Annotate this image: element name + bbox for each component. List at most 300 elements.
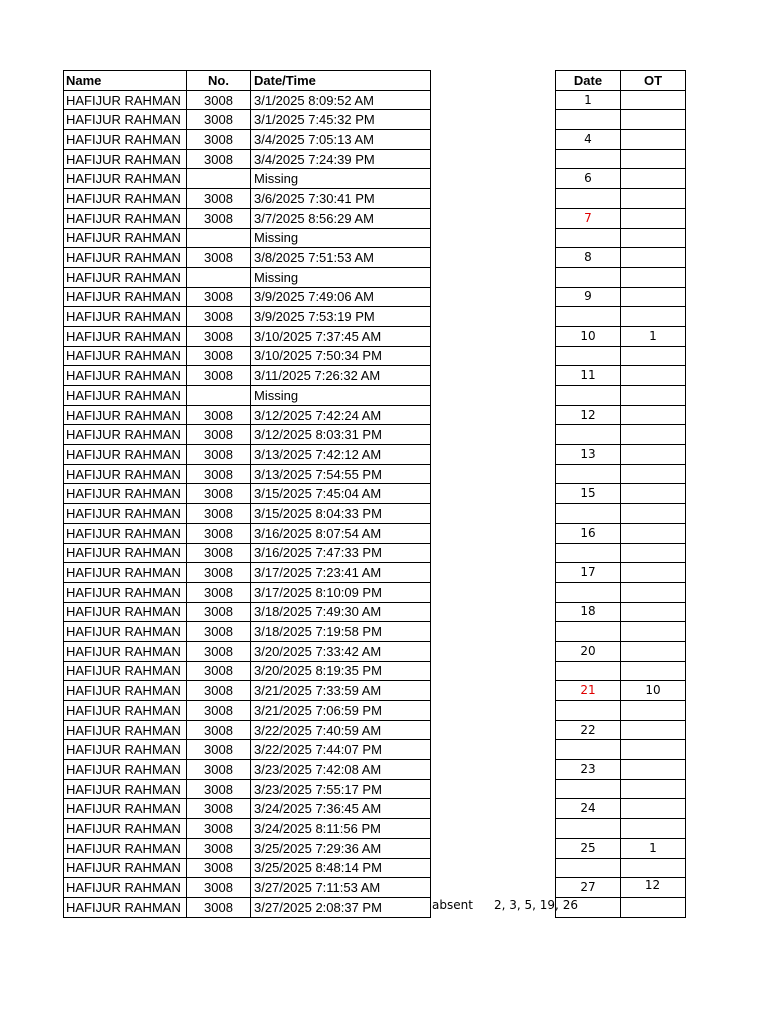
date-cell: 20 (556, 641, 621, 661)
table-row (64, 543, 431, 563)
datetime-cell: 3/21/2025 7:33:59 AM (251, 681, 431, 701)
name-cell: HAFIJUR RAHMAN (64, 248, 187, 268)
date-column-header: Date (556, 71, 621, 91)
name-cell: HAFIJUR RAHMAN (64, 760, 187, 780)
datetime-cell: 3/16/2025 7:47:33 PM (251, 543, 431, 563)
table-row (556, 543, 686, 563)
ot-cell (621, 307, 686, 327)
no-cell: 3008 (187, 543, 251, 563)
name-cell: HAFIJUR RAHMAN (64, 307, 187, 327)
table-row (556, 484, 686, 504)
table-row (556, 90, 686, 110)
table-row (64, 307, 431, 327)
name-cell: HAFIJUR RAHMAN (64, 464, 187, 484)
ot-cell (621, 287, 686, 307)
ot-cell (621, 445, 686, 465)
datetime-cell: 3/15/2025 8:04:33 PM (251, 504, 431, 524)
datetime-cell: 3/9/2025 7:49:06 AM (251, 287, 431, 307)
table-row (556, 307, 686, 327)
no-cell: 3008 (187, 504, 251, 524)
datetime-cell: 3/7/2025 8:56:29 AM (251, 208, 431, 228)
no-cell: 3008 (187, 110, 251, 130)
no-cell (187, 267, 251, 287)
ot-cell (621, 661, 686, 681)
table-row (556, 208, 686, 228)
ot-cell: 10 (621, 681, 686, 701)
name-cell: HAFIJUR RAHMAN (64, 149, 187, 169)
date-cell (556, 543, 621, 563)
date-cell: 12 (556, 405, 621, 425)
no-cell: 3008 (187, 799, 251, 819)
attendance-header-row (64, 71, 431, 91)
ot-cell (621, 563, 686, 583)
table-row (64, 149, 431, 169)
name-cell: HAFIJUR RAHMAN (64, 523, 187, 543)
date-cell (556, 149, 621, 169)
datetime-cell: 3/11/2025 7:26:32 AM (251, 366, 431, 386)
ot-cell: 1 (621, 838, 686, 858)
datetime-cell: 3/24/2025 8:11:56 PM (251, 819, 431, 839)
no-cell: 3008 (187, 779, 251, 799)
ot-cell (621, 622, 686, 642)
table-row (64, 858, 431, 878)
name-cell: HAFIJUR RAHMAN (64, 661, 187, 681)
no-cell: 3008 (187, 523, 251, 543)
datetime-cell: 3/4/2025 7:05:13 AM (251, 130, 431, 150)
date-cell: 8 (556, 248, 621, 268)
name-cell: HAFIJUR RAHMAN (64, 386, 187, 406)
no-cell: 3008 (187, 208, 251, 228)
table-row (64, 760, 431, 780)
date-cell: 10 (556, 326, 621, 346)
ot-total: 12 (644, 878, 661, 892)
table-row (64, 130, 431, 150)
table-row (64, 799, 431, 819)
date-cell (556, 346, 621, 366)
table-row (64, 267, 431, 287)
table-row (556, 681, 686, 701)
datetime-cell: 3/13/2025 7:54:55 PM (251, 464, 431, 484)
no-cell: 3008 (187, 366, 251, 386)
table-row (556, 504, 686, 524)
datetime-cell: 3/25/2025 8:48:14 PM (251, 858, 431, 878)
ot-cell (621, 110, 686, 130)
ot-cell (621, 425, 686, 445)
date-cell (556, 464, 621, 484)
table-row (556, 110, 686, 130)
ot-cell (621, 346, 686, 366)
date-cell: 13 (556, 445, 621, 465)
no-cell: 3008 (187, 287, 251, 307)
datetime-cell: 3/20/2025 8:19:35 PM (251, 661, 431, 681)
table-row (64, 189, 431, 209)
table-row (556, 858, 686, 878)
no-cell: 3008 (187, 326, 251, 346)
table-row (556, 366, 686, 386)
table-row (556, 248, 686, 268)
datetime-cell: 3/1/2025 7:45:32 PM (251, 110, 431, 130)
ot-cell (621, 602, 686, 622)
no-cell (187, 228, 251, 248)
ot-cell (621, 897, 686, 917)
no-cell: 3008 (187, 346, 251, 366)
date-cell: 9 (556, 287, 621, 307)
table-row (64, 661, 431, 681)
table-row (556, 130, 686, 150)
table-row (556, 149, 686, 169)
datetime-cell: 3/25/2025 7:29:36 AM (251, 838, 431, 858)
name-cell: HAFIJUR RAHMAN (64, 641, 187, 661)
datetime-cell: 3/17/2025 8:10:09 PM (251, 582, 431, 602)
ot-cell (621, 228, 686, 248)
date-cell (556, 425, 621, 445)
table-row (556, 582, 686, 602)
name-cell: HAFIJUR RAHMAN (64, 228, 187, 248)
no-cell: 3008 (187, 897, 251, 917)
date-cell (556, 504, 621, 524)
table-row (556, 838, 686, 858)
name-cell: HAFIJUR RAHMAN (64, 602, 187, 622)
no-cell: 3008 (187, 858, 251, 878)
table-row (64, 208, 431, 228)
no-cell: 3008 (187, 701, 251, 721)
no-cell: 3008 (187, 189, 251, 209)
table-row (64, 681, 431, 701)
name-cell: HAFIJUR RAHMAN (64, 366, 187, 386)
table-row (556, 228, 686, 248)
ot-cell (621, 169, 686, 189)
no-cell (187, 169, 251, 189)
name-column-header: Name (64, 71, 187, 91)
no-cell: 3008 (187, 563, 251, 583)
ot-cell (621, 760, 686, 780)
ot-cell (621, 720, 686, 740)
name-cell: HAFIJUR RAHMAN (64, 208, 187, 228)
name-cell: HAFIJUR RAHMAN (64, 425, 187, 445)
table-row (556, 386, 686, 406)
date-cell: 11 (556, 366, 621, 386)
name-cell: HAFIJUR RAHMAN (64, 622, 187, 642)
no-cell (187, 386, 251, 406)
name-cell: HAFIJUR RAHMAN (64, 838, 187, 858)
name-cell: HAFIJUR RAHMAN (64, 326, 187, 346)
absent-label: absent (432, 898, 473, 912)
table-row (64, 563, 431, 583)
date-cell: 25 (556, 838, 621, 858)
table-row (64, 720, 431, 740)
ot-cell (621, 464, 686, 484)
table-row (64, 582, 431, 602)
ot-cell (621, 799, 686, 819)
name-cell: HAFIJUR RAHMAN (64, 858, 187, 878)
no-cell: 3008 (187, 838, 251, 858)
name-cell: HAFIJUR RAHMAN (64, 799, 187, 819)
name-cell: HAFIJUR RAHMAN (64, 346, 187, 366)
datetime-cell: 3/27/2025 2:08:37 PM (251, 897, 431, 917)
name-cell: HAFIJUR RAHMAN (64, 779, 187, 799)
no-cell: 3008 (187, 149, 251, 169)
datetime-cell: 3/16/2025 8:07:54 AM (251, 523, 431, 543)
table-row (64, 897, 431, 917)
date-cell: 17 (556, 563, 621, 583)
table-row (556, 701, 686, 721)
attendance-log-table (63, 70, 431, 918)
date-cell: 18 (556, 602, 621, 622)
no-cell: 3008 (187, 425, 251, 445)
datetime-cell: 3/18/2025 7:49:30 AM (251, 602, 431, 622)
datetime-cell: 3/24/2025 7:36:45 AM (251, 799, 431, 819)
name-cell: HAFIJUR RAHMAN (64, 169, 187, 189)
date-cell (556, 110, 621, 130)
no-cell: 3008 (187, 819, 251, 839)
table-row (64, 346, 431, 366)
name-cell: HAFIJUR RAHMAN (64, 90, 187, 110)
ot-cell (621, 189, 686, 209)
table-row (64, 622, 431, 642)
ot-cell (621, 248, 686, 268)
ot-cell (621, 779, 686, 799)
datetime-cell: Missing (251, 386, 431, 406)
table-row (64, 641, 431, 661)
date-cell: 15 (556, 484, 621, 504)
datetime-cell: 3/10/2025 7:37:45 AM (251, 326, 431, 346)
datetime-cell: Missing (251, 169, 431, 189)
name-cell: HAFIJUR RAHMAN (64, 189, 187, 209)
date-cell (556, 189, 621, 209)
name-cell: HAFIJUR RAHMAN (64, 405, 187, 425)
date-cell (556, 582, 621, 602)
table-row (64, 445, 431, 465)
name-cell: HAFIJUR RAHMAN (64, 878, 187, 898)
no-cell: 3008 (187, 661, 251, 681)
overtime-table (555, 70, 686, 918)
datetime-cell: 3/6/2025 7:30:41 PM (251, 189, 431, 209)
datetime-cell: 3/22/2025 7:44:07 PM (251, 740, 431, 760)
no-cell: 3008 (187, 720, 251, 740)
table-row (64, 464, 431, 484)
table-row (64, 287, 431, 307)
table-row (556, 346, 686, 366)
overtime-table-body (556, 90, 686, 917)
table-row (64, 838, 431, 858)
table-row (64, 169, 431, 189)
name-cell: HAFIJUR RAHMAN (64, 701, 187, 721)
datetime-cell: 3/23/2025 7:42:08 AM (251, 760, 431, 780)
table-row (64, 819, 431, 839)
datetime-cell: 3/27/2025 7:11:53 AM (251, 878, 431, 898)
table-row (556, 720, 686, 740)
table-row (64, 425, 431, 445)
table-row (64, 504, 431, 524)
table-row (64, 248, 431, 268)
absent-days: 2, 3, 5, 19, 26 (494, 898, 578, 912)
ot-cell (621, 267, 686, 287)
name-cell: HAFIJUR RAHMAN (64, 287, 187, 307)
datetime-cell: 3/1/2025 8:09:52 AM (251, 90, 431, 110)
datetime-cell: 3/17/2025 7:23:41 AM (251, 563, 431, 583)
no-cell: 3008 (187, 602, 251, 622)
ot-column-header: OT (621, 71, 686, 91)
name-cell: HAFIJUR RAHMAN (64, 543, 187, 563)
no-cell: 3008 (187, 622, 251, 642)
date-cell: 4 (556, 130, 621, 150)
table-row (556, 169, 686, 189)
name-cell: HAFIJUR RAHMAN (64, 267, 187, 287)
date-cell (556, 661, 621, 681)
table-row (556, 602, 686, 622)
ot-cell (621, 740, 686, 760)
ot-cell (621, 641, 686, 661)
table-row (556, 445, 686, 465)
ot-cell (621, 858, 686, 878)
no-cell: 3008 (187, 248, 251, 268)
table-row (556, 326, 686, 346)
attendance-log-body (64, 90, 431, 917)
ot-cell (621, 130, 686, 150)
ot-cell (621, 366, 686, 386)
table-row (64, 228, 431, 248)
no-cell: 3008 (187, 760, 251, 780)
table-row (64, 386, 431, 406)
table-row (556, 425, 686, 445)
ot-cell (621, 149, 686, 169)
date-cell: 27 (556, 878, 621, 898)
ot-cell (621, 386, 686, 406)
datetime-cell: 3/20/2025 7:33:42 AM (251, 641, 431, 661)
datetime-cell: 3/9/2025 7:53:19 PM (251, 307, 431, 327)
table-row (64, 326, 431, 346)
datetime-cell: 3/18/2025 7:19:58 PM (251, 622, 431, 642)
table-row (556, 464, 686, 484)
no-cell: 3008 (187, 878, 251, 898)
table-row (64, 110, 431, 130)
no-cell: 3008 (187, 464, 251, 484)
date-cell: 23 (556, 760, 621, 780)
date-cell (556, 622, 621, 642)
no-cell: 3008 (187, 484, 251, 504)
date-cell: 7 (556, 208, 621, 228)
table-row (64, 602, 431, 622)
table-row (556, 641, 686, 661)
date-cell (556, 228, 621, 248)
date-cell (556, 267, 621, 287)
date-cell: 6 (556, 169, 621, 189)
table-row (556, 405, 686, 425)
datetime-cell: 3/13/2025 7:42:12 AM (251, 445, 431, 465)
no-cell: 3008 (187, 405, 251, 425)
ot-cell (621, 819, 686, 839)
name-cell: HAFIJUR RAHMAN (64, 563, 187, 583)
datetime-cell: 3/12/2025 7:42:24 AM (251, 405, 431, 425)
table-row (556, 267, 686, 287)
date-cell (556, 779, 621, 799)
datetime-column-header: Date/Time (251, 71, 431, 91)
datetime-cell: 3/15/2025 7:45:04 AM (251, 484, 431, 504)
table-row (64, 878, 431, 898)
date-cell: 1 (556, 90, 621, 110)
no-column-header: No. (187, 71, 251, 91)
name-cell: HAFIJUR RAHMAN (64, 504, 187, 524)
datetime-cell: 3/23/2025 7:55:17 PM (251, 779, 431, 799)
name-cell: HAFIJUR RAHMAN (64, 484, 187, 504)
table-row (556, 622, 686, 642)
table-row (64, 484, 431, 504)
datetime-cell: 3/21/2025 7:06:59 PM (251, 701, 431, 721)
table-row (556, 563, 686, 583)
table-row (64, 405, 431, 425)
datetime-cell: Missing (251, 267, 431, 287)
date-cell (556, 307, 621, 327)
no-cell: 3008 (187, 641, 251, 661)
name-cell: HAFIJUR RAHMAN (64, 582, 187, 602)
ot-cell (621, 582, 686, 602)
overtime-header-row (556, 71, 686, 91)
date-cell: 16 (556, 523, 621, 543)
no-cell: 3008 (187, 130, 251, 150)
table-row (64, 90, 431, 110)
date-cell: 22 (556, 720, 621, 740)
ot-cell (621, 523, 686, 543)
table-row (556, 740, 686, 760)
ot-cell (621, 208, 686, 228)
ot-cell (621, 701, 686, 721)
table-row (64, 366, 431, 386)
name-cell: HAFIJUR RAHMAN (64, 897, 187, 917)
no-cell: 3008 (187, 90, 251, 110)
datetime-cell: 3/10/2025 7:50:34 PM (251, 346, 431, 366)
datetime-cell: 3/12/2025 8:03:31 PM (251, 425, 431, 445)
no-cell: 3008 (187, 681, 251, 701)
no-cell: 3008 (187, 445, 251, 465)
name-cell: HAFIJUR RAHMAN (64, 130, 187, 150)
datetime-cell: 3/22/2025 7:40:59 AM (251, 720, 431, 740)
date-cell (556, 701, 621, 721)
ot-cell (621, 543, 686, 563)
table-row (556, 661, 686, 681)
name-cell: HAFIJUR RAHMAN (64, 681, 187, 701)
date-cell (556, 386, 621, 406)
date-cell: 21 (556, 681, 621, 701)
ot-cell (621, 484, 686, 504)
datetime-cell: Missing (251, 228, 431, 248)
table-row (556, 287, 686, 307)
no-cell: 3008 (187, 740, 251, 760)
ot-cell (621, 405, 686, 425)
name-cell: HAFIJUR RAHMAN (64, 445, 187, 465)
table-row (556, 799, 686, 819)
table-row (64, 779, 431, 799)
table-row (556, 779, 686, 799)
name-cell: HAFIJUR RAHMAN (64, 110, 187, 130)
table-row (556, 523, 686, 543)
ot-cell (621, 504, 686, 524)
name-cell: HAFIJUR RAHMAN (64, 819, 187, 839)
table-row (64, 523, 431, 543)
date-cell: 24 (556, 799, 621, 819)
table-row (64, 701, 431, 721)
datetime-cell: 3/8/2025 7:51:53 AM (251, 248, 431, 268)
ot-cell (621, 90, 686, 110)
table-row (556, 760, 686, 780)
date-cell (556, 819, 621, 839)
datetime-cell: 3/4/2025 7:24:39 PM (251, 149, 431, 169)
table-row (556, 189, 686, 209)
date-cell (556, 740, 621, 760)
no-cell: 3008 (187, 582, 251, 602)
table-row (64, 740, 431, 760)
name-cell: HAFIJUR RAHMAN (64, 740, 187, 760)
no-cell: 3008 (187, 307, 251, 327)
